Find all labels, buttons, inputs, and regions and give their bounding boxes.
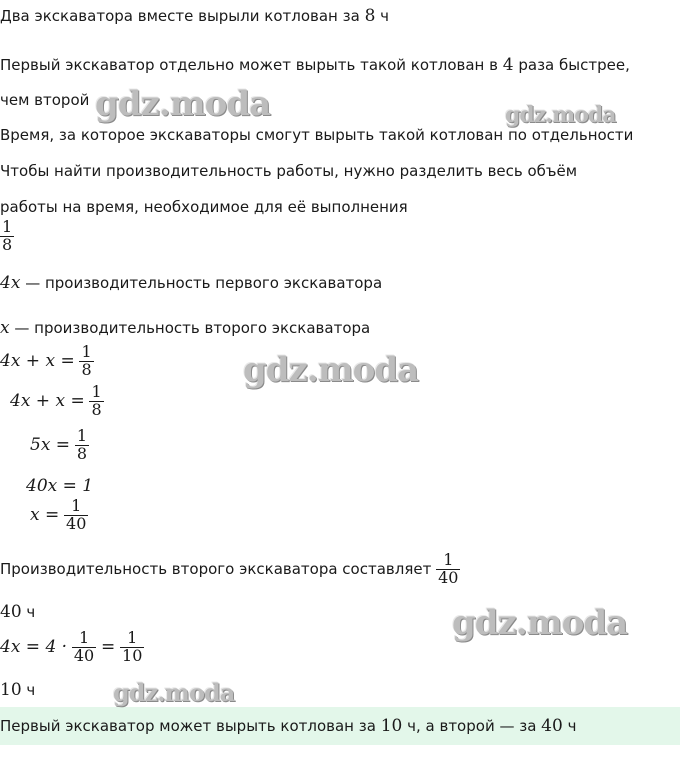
equation-3: 5x = $\frac{1}{8}$	[30, 426, 88, 463]
rule-line-1: Чтобы найти производительность работы, нужно разделить весь объём	[0, 162, 578, 180]
watermark-logo: gdz.moda	[452, 603, 628, 643]
answer-box	[0, 707, 680, 745]
first-rate-calculation: 4x = 4 · $\frac{1}{40}$ = $\frac{1}{10}$	[0, 628, 143, 665]
second-rate-statement: Производительность второго экскаватора составляет $\frac{1}{40}$	[0, 550, 459, 587]
value-ratio: 4	[502, 55, 514, 75]
first-rate-definition: 4x — производительность первого экскаватора	[0, 273, 383, 293]
watermark-logo: gdz.moda	[113, 678, 235, 707]
watermark-logo: gdz.moda	[243, 350, 419, 390]
second-time: 40 ч	[0, 602, 36, 622]
watermark-logo: gdz.moda	[95, 84, 271, 124]
equation-5: x = $\frac{1}{40}$	[30, 496, 87, 533]
equation-4: 40x = 1	[26, 476, 94, 496]
condition-line-2: Первый экскаватор отдельно может вырыть такой котлован в 4 раза быстрее,	[0, 55, 630, 75]
rule-line-2: работы на время, необходимое для её выполнения	[0, 198, 408, 216]
answer-text: Первый экскаватор может вырыть котлован за 10 ч, а второй — за 40 ч	[0, 716, 577, 736]
joint-rate-fraction: $\frac{1}{8}$	[2, 217, 13, 254]
condition-line-1: Два экскаватора вместе вырыли котлован за 8 ч	[0, 6, 390, 26]
second-rate-definition: x — производительность второго экскаватора	[0, 318, 371, 338]
equation-2: 4x + x = $\frac{1}{8}$	[10, 382, 102, 419]
question-line: Время, за которое экскаваторы смогут вырыть такой котлован по отдельности	[0, 126, 634, 144]
condition-line-3: чем второй	[0, 91, 90, 109]
value-total-time: 8	[364, 6, 376, 26]
first-time: 10 ч	[0, 680, 36, 700]
watermark-logo: gdz.moda	[505, 102, 616, 128]
equation-1: 4x + x = $\frac{1}{8}$	[0, 342, 92, 379]
